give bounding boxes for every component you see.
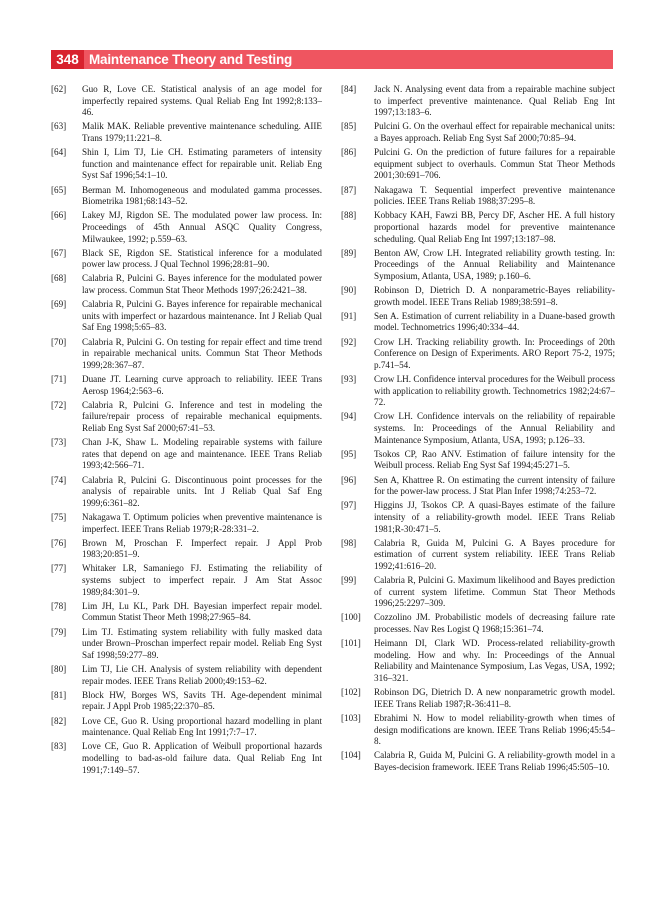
- reference-number: [68]: [51, 273, 67, 284]
- reference-text: Whitaker LR, Samaniego FJ. Estimating the reliability of systems subject to imperfect repair. J Am Stat Assoc 1989;84:301–9.: [82, 563, 322, 597]
- reference-text: Brown M, Proschan F. Imperfect repair. J Appl Prob 1983;20:851–9.: [82, 537, 322, 560]
- reference-entry: [341, 449, 615, 472]
- reference-text: Pulcini G. On the prediction of future failures for a repairable equipment subject to overhauls. Commun Stat Theor Methods 2001;30:691–706.: [374, 147, 615, 181]
- reference-text: Cozzolino JM. Probabilistic models of decreasing failure rate processes. Nav Res Logist Q 1968;15:361–74.: [374, 612, 615, 635]
- reference-number: [74]: [51, 474, 67, 485]
- reference-number: [72]: [51, 399, 67, 410]
- reference-number: [70]: [51, 336, 67, 347]
- reference-text: Shin I, Lim TJ, Lie CH. Estimating parameters of intensity function and maintenance effect for repairable unit. Reliab Eng Syst Saf 1996;54:1–10.: [82, 147, 322, 181]
- reference-text: Lakey MJ, Rigdon SE. The modulated power law process. In: Proceedings of 45th Annual ASQC Quality Congress, Milwaukee, 1992; p.559–63.: [82, 210, 322, 244]
- reference-entry: [341, 750, 615, 773]
- reference-entry: [51, 512, 322, 535]
- reference-entry: [341, 575, 615, 610]
- reference-number: [97]: [341, 500, 357, 511]
- reference-number: [94]: [341, 411, 357, 422]
- reference-number: [64]: [51, 147, 67, 158]
- reference-text: Berman M. Inhomogeneous and modulated gamma processes. Biometrika 1981;68:143–52.: [82, 184, 322, 207]
- reference-number: [90]: [341, 285, 357, 296]
- references-column-left: [51, 84, 322, 779]
- reference-text: Calabria R, Guida M, Pulcini G. A Bayes procedure for estimation of current system reliability. IEEE Trans Reliab 1992;41:616–20.: [374, 537, 615, 571]
- reference-text: Crow LH. Confidence interval procedures for the Weibull process with application to reliability growth. Technometrics 1982;24:67–72.: [374, 374, 615, 408]
- reference-text: Love CE, Guo R. Using proportional hazard modelling in plant maintenance. Qual Reliab Eng Int 1991;7:7–17.: [82, 715, 322, 738]
- reference-entry: [341, 147, 615, 182]
- reference-entry: [51, 185, 322, 208]
- reference-text: Calabria R, Pulcini G. Maximum likelihood and Bayes prediction of current system lifetime. Commun Stat Theor Methods 1996;25:2297–309.: [374, 575, 615, 609]
- reference-entry: [51, 273, 322, 296]
- reference-entry: [51, 337, 322, 372]
- reference-text: Malik MAK. Reliable preventive maintenance scheduling. AIIE Trans 1979;11:221–8.: [82, 121, 322, 143]
- reference-entry: [51, 299, 322, 334]
- reference-text: Lim TJ, Lie CH. Analysis of system reliability with dependent repair modes. IEEE Trans Reliab 2000;49:153–62.: [82, 664, 322, 686]
- reference-entry: [341, 713, 615, 748]
- reference-text: Chan J-K, Shaw L. Modeling repairable systems with failure rates that depend on age and maintenance. IEEE Trans Reliab 1993;42:566–71.: [82, 437, 322, 471]
- reference-text: Robinson DG, Dietrich D. A new nonparametric growth model. IEEE Trans Reliab 1987;R-36:411–8.: [374, 687, 615, 709]
- reference-entry: [51, 741, 322, 776]
- reference-text: Higgins JJ, Tsokos CP. A quasi-Bayes estimate of the failure intensity of a reliability-growth model. IEEE Trans Reliab 1981;R-30:471–5.: [374, 500, 615, 534]
- reference-number: [95]: [341, 448, 357, 459]
- reference-entry: [51, 690, 322, 713]
- reference-entry: [51, 400, 322, 435]
- reference-text: Jack N. Analysing event data from a repairable machine subject to imperfect preventive maintenance. Qual Reliab Eng Int 1997;13:183–6.: [374, 84, 615, 118]
- reference-entry: [341, 687, 615, 710]
- reference-text: Crow LH. Confidence intervals on the reliability of repairable systems. In: Proceedings of the Annual Reliability and Maintenance Symposium, Atlanta, USA, 1993; p.126–33.: [374, 411, 615, 445]
- reference-entry: [341, 612, 615, 635]
- reference-entry: [341, 500, 615, 535]
- reference-text: Calabria R, Pulcini G. Discontinuous point processes for the analysis of repairable units. Int J Reliab Qual Saf Eng 1999;6:361–82.: [82, 474, 322, 508]
- reference-text: Black SE, Rigdon SE. Statistical inference for a modulated power law process. J Qual Technol 1996;28:81–90.: [82, 247, 322, 270]
- reference-entry: [51, 374, 322, 397]
- reference-number: [76]: [51, 537, 67, 548]
- reference-text: Love CE, Guo R. Application of Weibull proportional hazards modelling to bad-as-old failure data. Qual Reliab Eng Int 1991;7:149–57.: [82, 741, 322, 775]
- reference-entry: [341, 374, 615, 409]
- reference-text: Benton AW, Crow LH. Integrated reliability growth testing. In: Proceedings of the Annual Reliability and Maintenance Symposium, Atlanta, USA, 1989; p.160–6.: [374, 247, 615, 281]
- reference-entry: [51, 147, 322, 182]
- reference-entry: [51, 248, 322, 271]
- reference-number: [100]: [341, 612, 361, 623]
- reference-entry: [51, 84, 322, 119]
- reference-text: Calabria R, Pulcini G. Bayes inference for repairable mechanical units with imperfect or hazardous maintenance. Int J Reliab Qual Saf Eng 1998;5:65–83.: [82, 299, 322, 333]
- reference-number: [63]: [51, 121, 67, 132]
- reference-entry: [51, 563, 322, 598]
- reference-number: [62]: [51, 84, 67, 94]
- reference-number: [85]: [341, 121, 357, 132]
- reference-number: [104]: [341, 750, 361, 761]
- reference-number: [84]: [341, 84, 357, 94]
- reference-number: [101]: [341, 638, 361, 649]
- reference-text: Block HW, Borges WS, Savits TH. Age-dependent minimal repair. J Appl Prob 1985;22:370–85.: [82, 689, 322, 712]
- reference-number: [66]: [51, 210, 67, 221]
- reference-number: [81]: [51, 689, 67, 700]
- reference-text: Lim TJ. Estimating system reliability with fully masked data under Brown–Proschan imperfect repair model. Reliab Eng Syst Saf 1998;59:277–89.: [82, 626, 322, 660]
- reference-text: Duane JT. Learning curve approach to reliability. IEEE Trans Aerosp 1964;2:563–6.: [82, 374, 322, 396]
- reference-number: [92]: [341, 336, 357, 347]
- reference-entry: [51, 475, 322, 510]
- running-title: Maintenance Theory and Testing: [89, 52, 293, 67]
- running-header: [51, 50, 613, 69]
- reference-text: Crow LH. Tracking reliability growth. In: Proceedings of 20th Conference on Design of Experiments. ARO Report 75-2, 1975; p.741–54.: [374, 336, 615, 370]
- reference-text: Nakagawa T. Optimum policies when preventive maintenance is imperfect. IEEE Trans Reliab 1979;R-28:331–2.: [82, 511, 322, 534]
- reference-entry: [51, 437, 322, 472]
- reference-entry: [51, 716, 322, 739]
- reference-entry: [51, 121, 322, 144]
- reference-entry: [341, 337, 615, 372]
- reference-number: [67]: [51, 247, 67, 258]
- reference-text: Sen A, Khattree R. On estimating the current intensity of failure for the power-law process. J Stat Plan Infer 1998;74:253–72.: [374, 474, 615, 497]
- reference-entry: [341, 311, 615, 334]
- reference-number: [78]: [51, 600, 67, 611]
- reference-number: [99]: [341, 575, 357, 586]
- reference-number: [75]: [51, 511, 67, 522]
- reference-number: [93]: [341, 374, 357, 384]
- reference-number: [77]: [51, 563, 67, 574]
- reference-entry: [51, 538, 322, 561]
- reference-number: [80]: [51, 664, 67, 674]
- reference-number: [71]: [51, 374, 67, 384]
- reference-text: Calabria R, Pulcini G. Inference and test in modeling the failure/repair process of repairable mechanical equipments. Reliab Eng Syst Saf 2000;67:41–53.: [82, 399, 322, 433]
- reference-entry: [341, 475, 615, 498]
- reference-text: Calabria R, Guida M, Pulcini G. A reliability-growth model in a Bayes-decision framework. IEEE Trans Reliab 1996;45:505–10.: [374, 750, 615, 772]
- reference-text: Robinson D, Dietrich D. A nonparametric-Bayes reliability-growth model. IEEE Trans Reliab 1989;38:591–8.: [374, 285, 615, 307]
- reference-number: [98]: [341, 537, 357, 548]
- reference-text: Guo R, Love CE. Statistical analysis of an age model for imperfectly repaired systems. Qual Reliab Eng Int 1992;8:133–46.: [82, 84, 322, 118]
- reference-number: [103]: [341, 712, 361, 723]
- reference-entry: [341, 285, 615, 308]
- reference-text: Heimann DI, Clark WD. Process-related reliability-growth modeling. How and why. In: Proceedings of the Annual Reliability and Maintenance Symposium, Las Vegas, USA, 1992; 316–321.: [374, 638, 615, 683]
- reference-text: Calabria R, Pulcini G. On testing for repair effect and time trend in repairable mechanical units. Commun Stat Theor Methods 1999;28:367–87.: [82, 336, 322, 370]
- reference-entry: [341, 210, 615, 245]
- reference-number: [69]: [51, 299, 67, 310]
- reference-number: [89]: [341, 247, 357, 258]
- page-number: 348: [51, 50, 84, 69]
- reference-text: Nakagawa T. Sequential imperfect preventive maintenance policies. IEEE Trans Reliab 1988;37:295–8.: [374, 184, 615, 207]
- reference-entry: [51, 627, 322, 662]
- reference-text: Pulcini G. On the overhaul effect for repairable mechanical units: a Bayes approach. Reliab Eng Syst Saf 2000;70:85–94.: [374, 121, 615, 143]
- reference-entry: [341, 538, 615, 573]
- reference-number: [79]: [51, 626, 67, 637]
- reference-entry: [341, 411, 615, 446]
- reference-entry: [341, 638, 615, 684]
- reference-entry: [51, 601, 322, 624]
- reference-text: Kobbacy KAH, Fawzi BB, Percy DF, Ascher HE. A full history proportional hazards model for preventive maintenance scheduling. Qual Reliab Eng Int 1997;13:187–98.: [374, 210, 615, 244]
- reference-number: [87]: [341, 184, 357, 195]
- reference-number: [83]: [51, 741, 67, 752]
- references-column-right: [341, 84, 615, 776]
- reference-text: Ebrahimi N. How to model reliability-growth when times of design modifications are known. IEEE Trans Reliab 1996;45:54–8.: [374, 712, 615, 747]
- reference-entry: [341, 121, 615, 144]
- reference-number: [73]: [51, 437, 67, 448]
- reference-number: [82]: [51, 715, 67, 726]
- reference-entry: [51, 210, 322, 245]
- reference-number: [65]: [51, 184, 67, 195]
- reference-number: [91]: [341, 310, 357, 321]
- reference-entry: [341, 185, 615, 208]
- reference-entry: [341, 84, 615, 119]
- reference-number: [96]: [341, 474, 357, 485]
- reference-entry: [51, 664, 322, 687]
- reference-text: Sen A. Estimation of current reliability in a Duane-based growth model. Technometrics 1996;40:334–44.: [374, 310, 615, 333]
- reference-text: Calabria R, Pulcini G. Bayes inference for the modulated power law process. Commun Stat Theor Methods 1997;26:2421–38.: [82, 273, 322, 296]
- reference-number: [102]: [341, 687, 361, 698]
- reference-text: Lim JH, Lu KL, Park DH. Bayesian imperfect repair model. Commun Statist Theor Meth 1998;27:965–84.: [82, 600, 322, 623]
- reference-number: [88]: [341, 210, 357, 221]
- reference-entry: [341, 248, 615, 283]
- reference-text: Tsokos CP, Rao ANV. Estimation of failure intensity for the Weibull process. Reliab Eng Syst Saf 1994;45:271–5.: [374, 448, 615, 471]
- reference-number: [86]: [341, 147, 357, 158]
